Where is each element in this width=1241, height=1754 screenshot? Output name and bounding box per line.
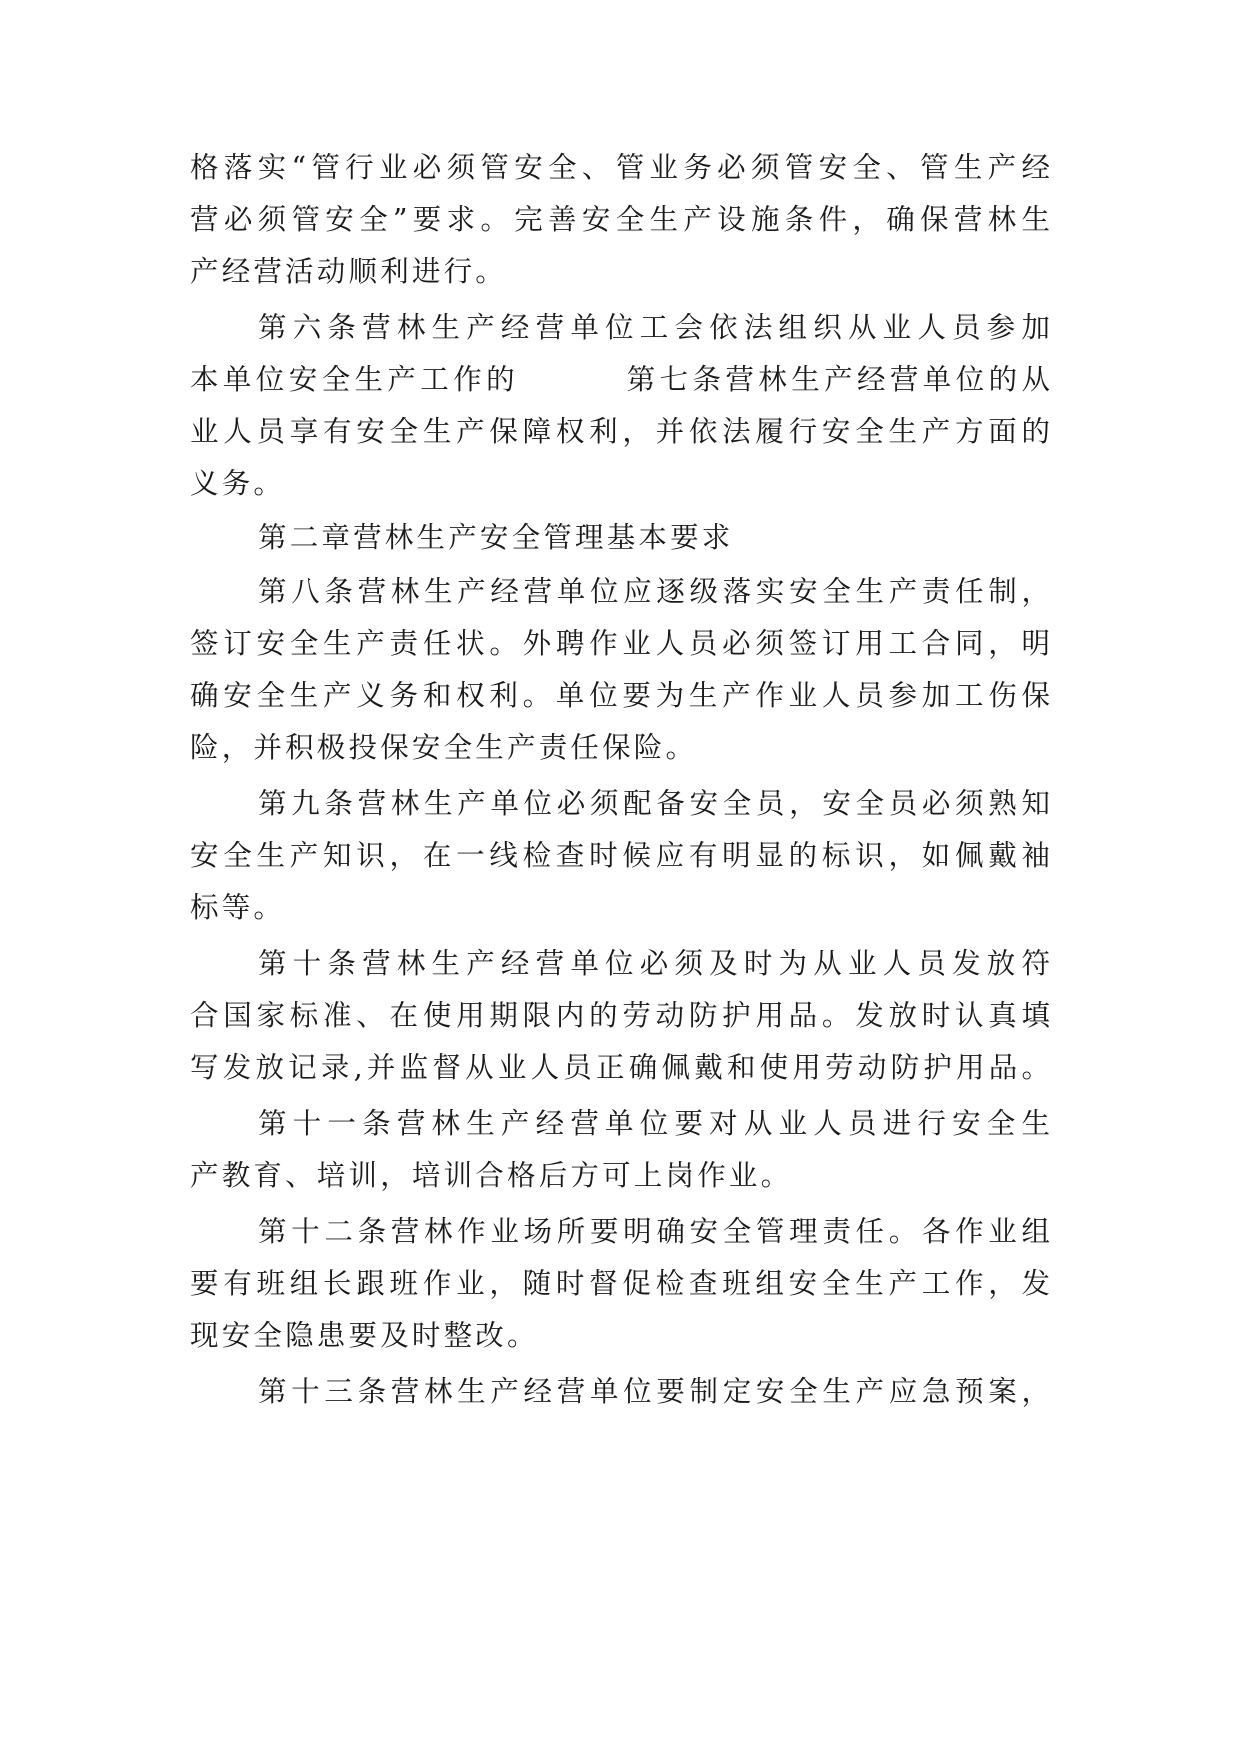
text-line: 第十一条营林生产经营单位要对从业人员进行安全生 [258,1107,1050,1140]
text-line: 营必须管安全”要求。完善安全生产设施条件，确保营林生 [190,203,1050,236]
text-line: 第九条营林生产单位必须配备安全员，安全员必须熟知 [258,787,1050,820]
text-line: 标等。 [190,891,286,924]
text-line: 要有班组长跟班作业，随时督促检查班组安全生产工作，发 [190,1267,1050,1300]
text-line: 险，并积极投保安全生产责任保险。 [190,731,698,764]
text-line: 第八条营林生产经营单位应逐级落实安全生产责任制， [258,575,1050,608]
text-line: 义务。 [190,467,286,500]
text-line: 产经营活动顺利进行。 [190,255,508,288]
text-line: 本单位安全生产工作的 第七条营林生产经营单位的从 [190,363,1050,396]
text-line: 确安全生产义务和权利。单位要为生产作业人员参加工伤保 [190,679,1050,712]
text-line: 签订安全生产责任状。外聘作业人员必须签订用工合同，明 [190,627,1050,660]
text-line: 写发放记录,并监督从业人员正确佩戴和使用劳动防护用品。 [190,1051,1050,1084]
text-line: 产教育、培训，培训合格后方可上岗作业。 [190,1159,793,1192]
text-line: 合国家标准、在使用期限内的劳动防护用品。发放时认真填 [190,999,1050,1032]
text-line: 格落实“管行业必须管安全、管业务必须管安全、管生产经 [190,151,1050,184]
text-line: 第十三条营林生产经营单位要制定安全生产应急预案， [258,1375,1050,1408]
chapter-heading: 第二章营林生产安全管理基本要求 [258,521,734,554]
text-line: 安全生产知识，在一线检查时候应有明显的标识，如佩戴袖 [190,839,1050,872]
text-line: 现安全隐患要及时整改。 [190,1319,539,1352]
text-line: 业人员享有安全生产保障权利，并依法履行安全生产方面的 [190,415,1050,448]
text-line: 第十条营林生产经营单位必须及时为从业人员发放符 [258,947,1050,980]
text-line: 第十二条营林作业场所要明确安全管理责任。各作业组 [258,1215,1050,1248]
text-line: 第六条营林生产经营单位工会依法组织从业人员参加 [258,311,1050,344]
